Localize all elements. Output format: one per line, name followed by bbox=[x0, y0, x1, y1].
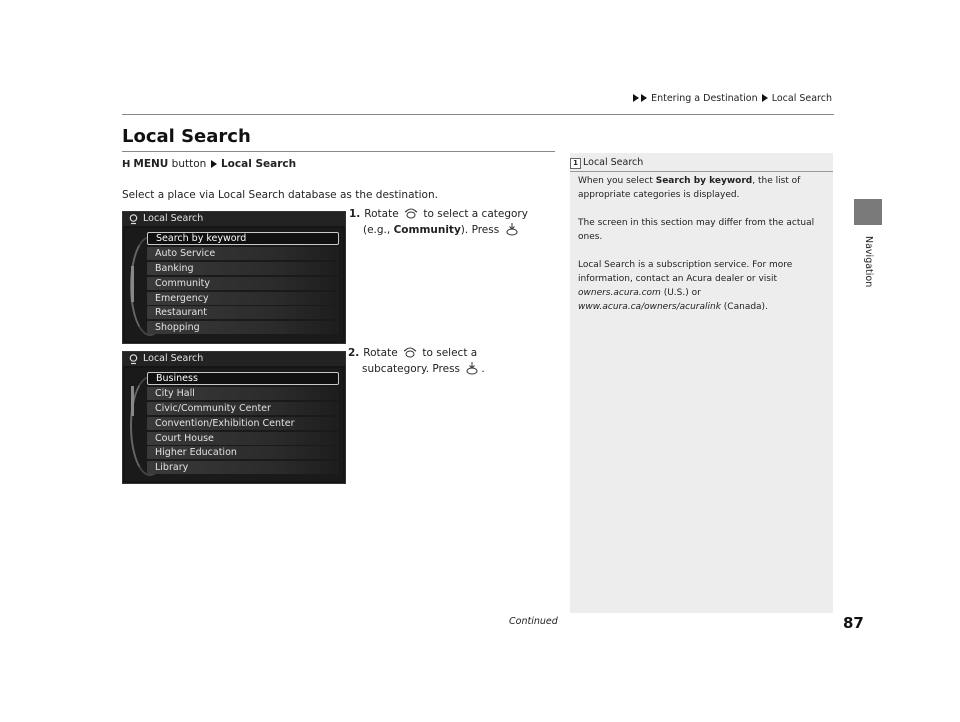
scroll-dial-indicator bbox=[130, 376, 146, 476]
step-text: Rotate bbox=[363, 347, 398, 359]
intro-text: Select a place via Local Search database as the destination. bbox=[122, 189, 438, 201]
breadcrumb-item-entering-destination[interactable]: Entering a Destination bbox=[651, 93, 758, 104]
list-item[interactable]: Auto Service bbox=[147, 247, 339, 260]
title-divider bbox=[122, 151, 555, 152]
menu-target-label: Local Search bbox=[220, 158, 297, 170]
interface-dial-rotate-icon bbox=[404, 207, 418, 220]
list-item[interactable]: Emergency bbox=[147, 292, 339, 305]
home-button-icon: H bbox=[122, 159, 131, 170]
interface-dial-rotate-icon bbox=[403, 346, 417, 359]
list-item[interactable]: Restaurant bbox=[147, 306, 339, 319]
note-badge: 1 bbox=[570, 158, 581, 169]
note-panel bbox=[570, 153, 833, 613]
step-text: ). Press bbox=[460, 224, 500, 236]
list-item[interactable]: Shopping bbox=[147, 321, 339, 334]
screen-local-search-categories bbox=[122, 211, 346, 344]
step-1 bbox=[349, 206, 528, 238]
screen-header bbox=[123, 352, 345, 366]
list-item[interactable]: City Hall bbox=[147, 387, 339, 400]
menu-path bbox=[122, 158, 296, 170]
note-paragraph: When you select Search by keyword, the list of appropriate categories is displayed. bbox=[578, 176, 801, 200]
note-body bbox=[578, 174, 826, 328]
step-text: to select a category bbox=[423, 208, 528, 220]
section-tab-text: Navigation bbox=[863, 236, 874, 288]
note-divider bbox=[570, 171, 833, 172]
screen-local-search-subcategories bbox=[122, 351, 346, 484]
breadcrumb-arrow-icon bbox=[641, 94, 647, 102]
list-item[interactable]: Business bbox=[147, 372, 339, 385]
menu-button-label: MENU bbox=[133, 158, 169, 170]
page-title: Local Search bbox=[122, 126, 251, 147]
breadcrumb-arrow-icon bbox=[762, 94, 768, 102]
step-highlight: Community bbox=[393, 224, 461, 236]
list-item[interactable]: Convention/Exhibition Center bbox=[147, 417, 339, 430]
breadcrumb bbox=[632, 93, 832, 104]
menu-button-word: button bbox=[168, 158, 207, 170]
screen-header bbox=[123, 212, 345, 226]
breadcrumb-arrow-icon bbox=[633, 94, 639, 102]
note-title bbox=[570, 157, 643, 169]
note-paragraph: Local Search is a subscription service. For more information, contact an Acura dealer or visit owners.acura.com (U.S.) or www.acura.ca/owners/acuralink (Canada). bbox=[578, 260, 793, 312]
screen-title: Local Search bbox=[143, 213, 204, 224]
page-number: 87 bbox=[843, 614, 864, 632]
step-number: 2. bbox=[348, 347, 360, 359]
list-item[interactable]: Civic/Community Center bbox=[147, 402, 339, 415]
step-text: . bbox=[481, 363, 485, 375]
interface-dial-press-icon bbox=[465, 362, 479, 375]
screen-body bbox=[125, 228, 343, 341]
note-paragraph: The screen in this section may differ from the actual ones. bbox=[578, 218, 815, 242]
scroll-dial-indicator bbox=[130, 236, 146, 336]
list-item[interactable]: Search by keyword bbox=[147, 232, 339, 245]
link-owners-acura[interactable]: owners.acura.com bbox=[578, 288, 661, 298]
search-icon bbox=[128, 213, 140, 225]
step-text: Rotate bbox=[364, 208, 399, 220]
subcategory-list bbox=[147, 372, 339, 476]
screen-title: Local Search bbox=[143, 353, 204, 364]
path-arrow-icon bbox=[211, 160, 217, 168]
list-item[interactable]: Library bbox=[147, 461, 339, 474]
category-list bbox=[147, 232, 339, 336]
step-number: 1. bbox=[349, 208, 361, 220]
link-acura-ca[interactable]: www.acura.ca/owners/acuralink bbox=[578, 302, 721, 312]
header-divider bbox=[122, 114, 834, 115]
step-text: to select a bbox=[422, 347, 478, 359]
interface-dial-press-icon bbox=[505, 223, 519, 236]
step-text: (e.g., bbox=[363, 224, 394, 236]
continued-label: Continued bbox=[509, 616, 558, 627]
section-tab-marker bbox=[854, 199, 882, 225]
note-title-text: Local Search bbox=[583, 157, 644, 168]
list-item[interactable]: Court House bbox=[147, 432, 339, 445]
breadcrumb-item-local-search[interactable]: Local Search bbox=[771, 93, 832, 104]
search-icon bbox=[128, 353, 140, 365]
list-item[interactable]: Banking bbox=[147, 262, 339, 275]
list-item[interactable]: Higher Education bbox=[147, 446, 339, 459]
list-item[interactable]: Community bbox=[147, 277, 339, 290]
step-2 bbox=[348, 345, 485, 377]
step-text: subcategory. Press bbox=[362, 363, 461, 375]
screen-body bbox=[125, 368, 343, 481]
